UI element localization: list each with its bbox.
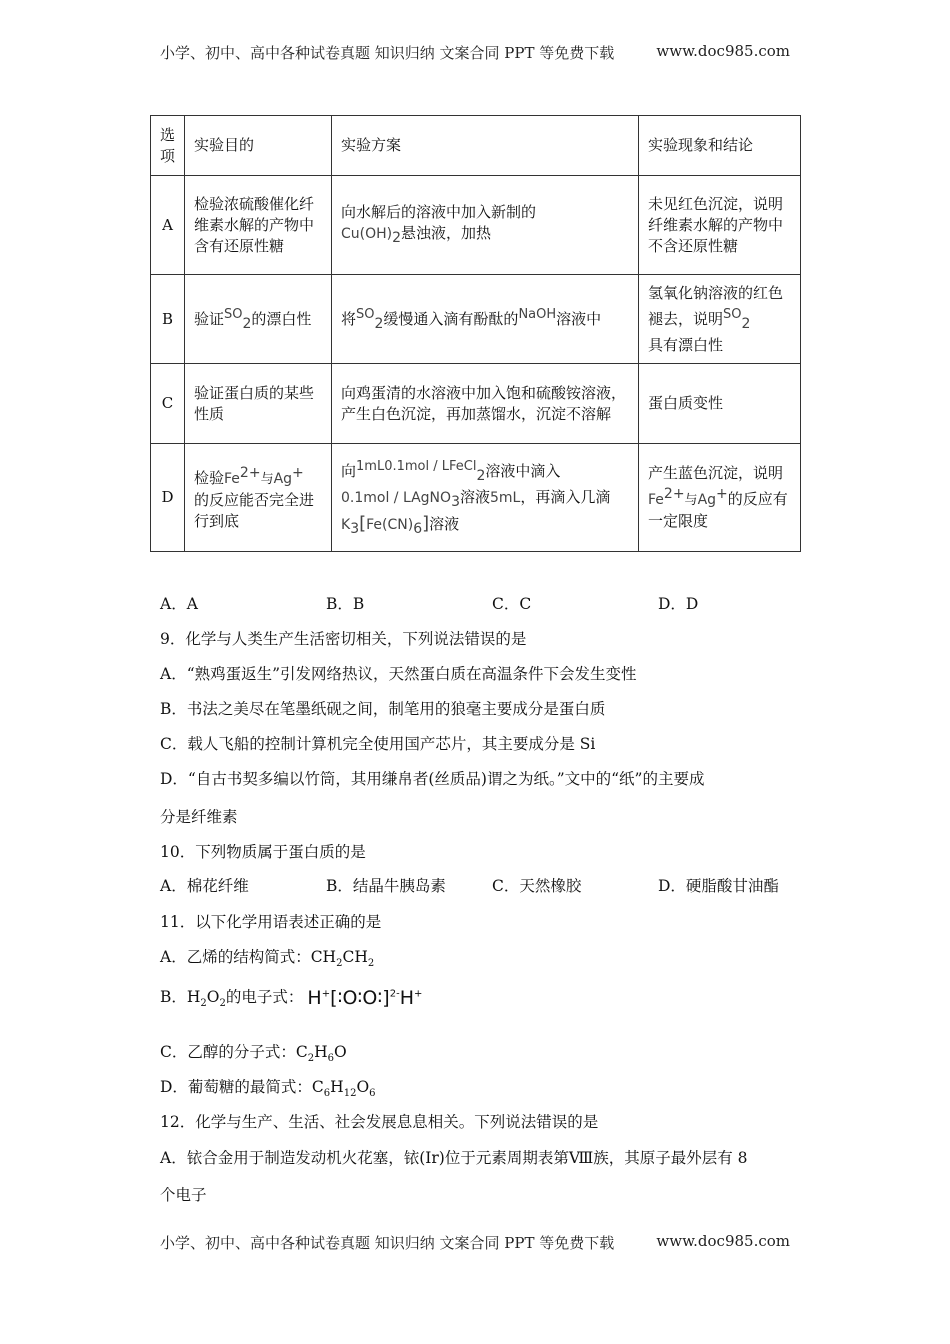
q9-stem: 9．化学与人类生产生活密切相关，下列说法错误的是: [160, 630, 527, 648]
q10-choice-b[interactable]: B．结晶牛胰岛素: [326, 877, 446, 895]
q8-choice-b[interactable]: B．B: [326, 595, 365, 613]
q11-option-d[interactable]: D．葡萄糖的最简式：$C_6H_{12}O_6$: [160, 1078, 376, 1100]
row-c-plan: 向鸡蛋清的水溶液中加入饱和硫酸铵溶液，产生白色沉淀，再加蒸馏水，沉淀不溶解: [332, 364, 639, 444]
q10-choice-c[interactable]: C．天然橡胶: [492, 877, 582, 895]
q8-choice-d[interactable]: D．D: [658, 595, 699, 613]
table-row: [151, 275, 801, 364]
row-d-purpose: 检验$Fe^{2+}$与Ag+ 的反应能否完全进行到底: [185, 444, 332, 552]
table-header-row: [151, 116, 801, 176]
table-row: [151, 364, 801, 444]
page-header: [160, 42, 790, 63]
row-d-plan: 向$^{1mL0.1mol / LFeCl}_2$溶液中滴入 0.1mol / LAgNO$_3$溶液5mL，再滴入几滴$K_3[Fe(CN)_6]$溶液: [332, 444, 639, 552]
header-purpose: 实验目的: [185, 116, 332, 176]
q9-option-d-cont: 分是纤维素: [160, 808, 238, 826]
row-d-option: D: [151, 444, 185, 552]
footer-left-text: 小学、初中、高中各种试卷真题 知识归纳 文案合同 PPT 等免费下载: [160, 1234, 615, 1252]
row-b-result: 氢氧化钠溶液的红色褪去，说明$^{SO}_2$ 具有漂白性: [639, 275, 801, 364]
row-b-option: B: [151, 275, 185, 364]
row-a-option: A: [151, 176, 185, 275]
table-row: [151, 444, 801, 552]
q9-option-b[interactable]: B．书法之美尽在笔墨纸砚之间，制笔用的狼毫主要成分是蛋白质: [160, 700, 606, 718]
q9-option-a[interactable]: A．“熟鸡蛋返生”引发网络热议，天然蛋白质在高温条件下会发生变性: [160, 665, 637, 683]
q11-stem: 11．以下化学用语表述正确的是: [160, 913, 382, 931]
page-footer: [160, 1232, 790, 1253]
table-row: [151, 176, 801, 275]
q9-option-d[interactable]: D．“自古书契多编以竹筒，其用缣帛者(丝质品)谓之为纸。”文中的“纸”的主要成: [160, 770, 705, 788]
row-a-plan: 向水解后的溶液中加入新制的 $Cu(OH)_2$悬浊液，加热: [332, 176, 639, 275]
row-a-result: 未见红色沉淀，说明纤维素水解的产物中不含还原性糖: [639, 176, 801, 275]
row-b-plan: 将$^{SO}_2$缓慢通入滴有酚酞的$^{NaOH}$溶液中: [332, 275, 639, 364]
header-left-text: 小学、初中、高中各种试卷真题 知识归纳 文案合同 PPT 等免费下载: [160, 44, 615, 62]
row-c-purpose: 验证蛋白质的某些性质: [185, 364, 332, 444]
header-url: www.doc985.com: [656, 42, 790, 60]
row-c-result: 蛋白质变性: [639, 364, 801, 444]
q12-option-a[interactable]: A．铱合金用于制造发动机火花塞，铱(Ir)位于元素周期表第Ⅷ族，其原子最外层有 8: [160, 1149, 748, 1167]
q10-choice-a[interactable]: A．棉花纤维: [160, 877, 249, 895]
q8-choice-c[interactable]: C．C: [492, 595, 532, 613]
experiment-table: [150, 115, 801, 552]
q8-choice-a[interactable]: A．A: [160, 595, 198, 613]
row-b-purpose: 验证$^{SO}_2$的漂白性: [185, 275, 332, 364]
row-a-purpose: 检验浓硫酸催化纤维素水解的产物中含有还原性糖: [185, 176, 332, 275]
header-option: 选项: [151, 116, 185, 176]
q12-stem: 12．化学与生产、生活、社会发展息息相关。下列说法错误的是: [160, 1113, 599, 1131]
q10-stem: 10．下列物质属于蛋白质的是: [160, 843, 366, 861]
header-result: 实验现象和结论: [639, 116, 801, 176]
q11-option-b[interactable]: B．$H_2O_2$的电子式： H+[∶O∶O∶]$^{2-}$H+: [160, 987, 423, 1010]
row-c-option: C: [151, 364, 185, 444]
q11-option-c[interactable]: C．乙醇的分子式：$C_2H_6O$: [160, 1043, 347, 1065]
q9-option-c[interactable]: C．载人飞船的控制计算机完全使用国产芯片，其主要成分是 Si: [160, 735, 596, 753]
h2o2-electron-structure: H+[∶O∶O∶]$^{2-}$H+: [307, 987, 423, 1009]
header-plan: 实验方案: [332, 116, 639, 176]
q10-choice-d[interactable]: D．硬脂酸甘油酯: [658, 877, 779, 895]
footer-url: www.doc985.com: [656, 1232, 790, 1250]
q12-option-a-cont: 个电子: [160, 1186, 207, 1204]
q11-option-a[interactable]: A．乙烯的结构简式：$CH_2CH_2$: [160, 948, 375, 970]
row-d-result: 产生蓝色沉淀，说明$Fe^{2+}$与Ag+的反应有一定限度: [639, 444, 801, 552]
